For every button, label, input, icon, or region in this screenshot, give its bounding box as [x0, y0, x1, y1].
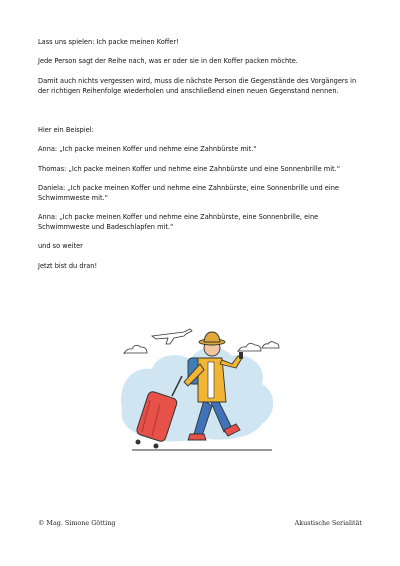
airplane-icon — [152, 329, 192, 344]
example-line: Anna: „Ich packe meinen Koffer und nehme eine Zahnbürste mit.“ — [38, 145, 257, 153]
example-heading: Hier ein Beispiel: — [38, 126, 94, 134]
traveler-with-suitcase-illustration — [112, 314, 292, 454]
your-turn-text: Jetzt bist du dran! — [38, 262, 98, 270]
example-line: Anna: „Ich packe meinen Koffer und nehme eine Zahnbürste, eine Sonnenbrille, eine Schwimmweste und Badeschlapfen mit.“ — [38, 213, 319, 231]
footer-subject: Akustische Serialität — [294, 519, 362, 527]
continue-text: und so weiter — [38, 242, 83, 250]
rule-text-1: Jede Person sagt der Reihe nach, was er oder sie in den Koffer packen möchte. — [38, 57, 298, 65]
example-line: Thomas: „Ich packe meinen Koffer und nehme eine Zahnbürste und eine Sonnenbrille mit.“ — [38, 165, 341, 173]
example-line: Daniela: „Ich packe meinen Koffer und nehme eine Zahnbürste, eine Sonnenbrille und eine Schwimmweste mit.“ — [38, 184, 339, 202]
title: Lass uns spielen: Ich packe meinen Koffer! — [38, 38, 179, 46]
rule-text-2: Damit auch nichts vergessen wird, muss die nächste Person die Gegenstände des Vorgängers in der richtigen Reihenfolge wiederholen und anschließend einen neuen Gegenstand nennen. — [38, 77, 357, 95]
footer-author: © Mag. Simone Götting — [38, 519, 116, 527]
